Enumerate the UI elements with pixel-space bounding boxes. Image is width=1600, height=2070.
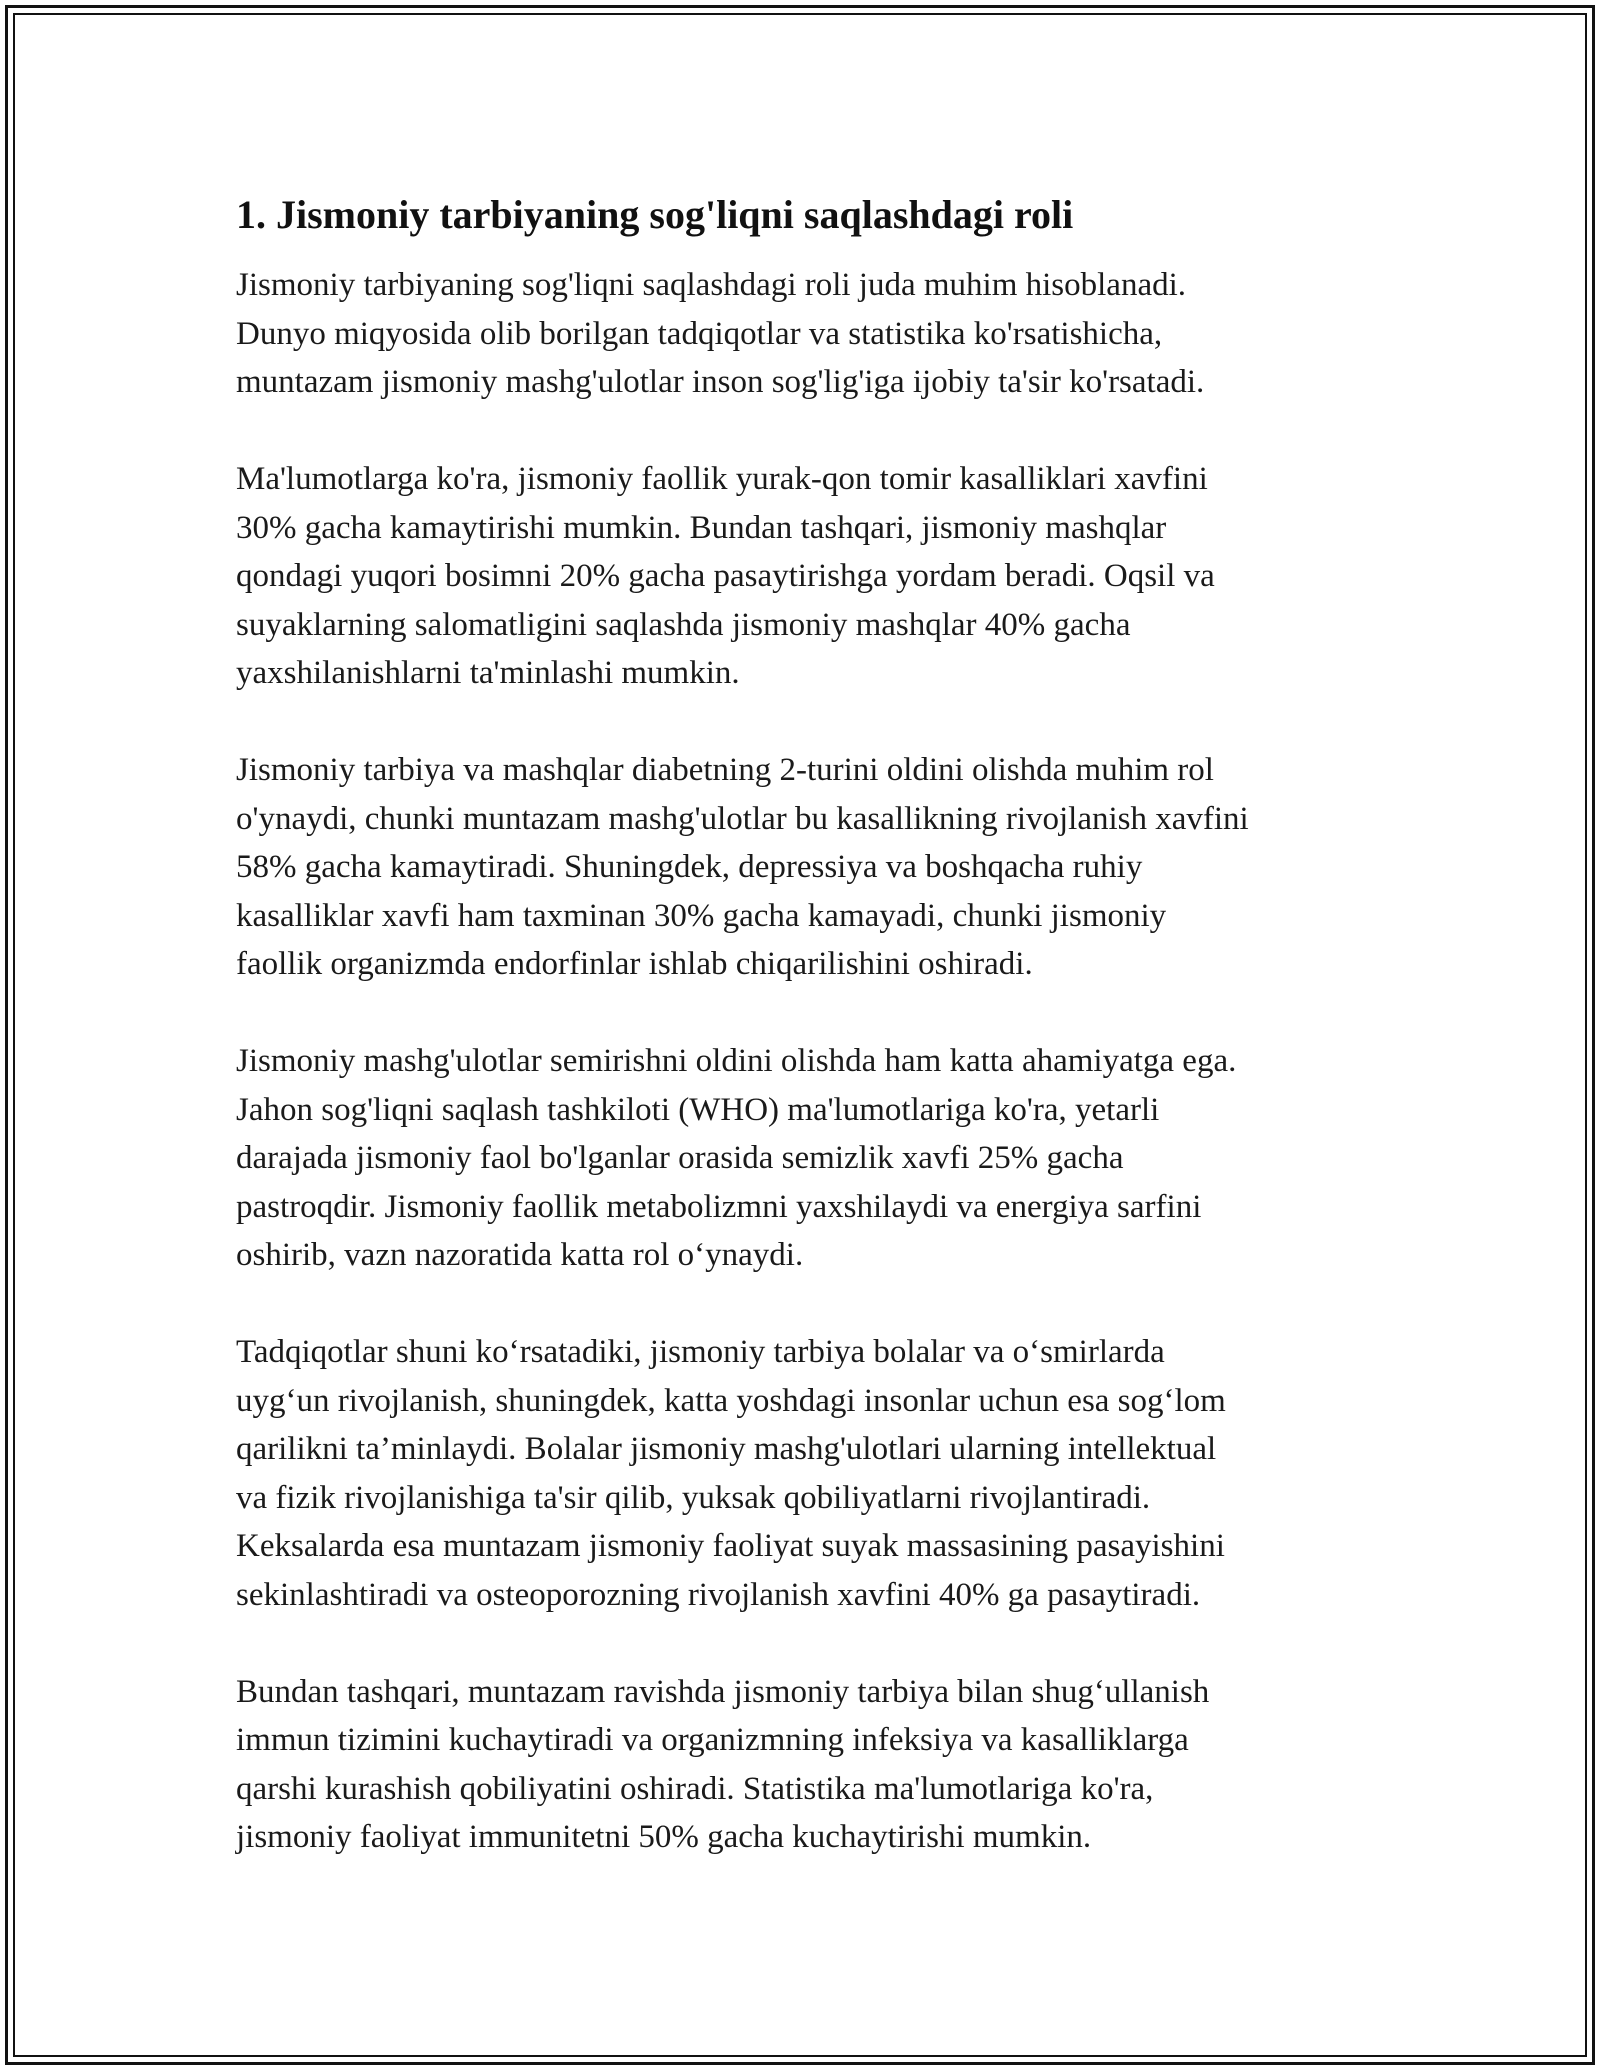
paragraph-line: 58% gacha kamaytiradi. Shuningdek, depressiya va boshqacha ruhiy: [236, 849, 1143, 885]
paragraph-line: Bundan tashqari, muntazam ravishda jismoniy tarbiya bilan shug‘ullanish: [236, 1673, 1210, 1710]
paragraph-6: [236, 1668, 1386, 1862]
paragraph-line: va fizik rivojlanishiga ta'sir qilib, yuksak qobiliyatlarni rivojlantiradi.: [236, 1479, 1151, 1516]
paragraph-line: Keksalarda esa muntazam jismoniy faoliyat suyak massasining pasayishini: [236, 1528, 1225, 1564]
paragraph-3: [236, 746, 1386, 989]
paragraph-line: Dunyo miqyosida olib borilgan tadqiqotlar va statistika ko'rsatishicha,: [236, 315, 1163, 352]
paragraph-line: sekinlashtiradi va osteoporozning rivojlanish xavfini 40% ga pasaytiradi.: [236, 1576, 1201, 1613]
paragraph-4: [236, 1037, 1386, 1280]
paragraph-2: [236, 455, 1386, 698]
paragraph-line: suyaklarning salomatligini saqlashda jismoniy mashqlar 40% gacha: [236, 606, 1131, 643]
document-body: [236, 186, 1386, 1862]
paragraph-line: qondagi yuqori bosimni 20% gacha pasaytirishga yordam beradi. Oqsil va: [236, 558, 1215, 594]
paragraph-line: yaxshilanishlarni ta'minlashi mumkin.: [236, 655, 740, 691]
section-heading: 1. Jismoniy tarbiyaning sog'liqni saqlashdagi roli: [236, 192, 1074, 237]
paragraph-line: pastroqdir. Jismoniy faollik metabolizmni yaxshilaydi va energiya sarfini: [236, 1188, 1202, 1225]
paragraph-line: qarilikni ta’minlaydi. Bolalar jismoniy mashg'ulotlari ularning intellektual: [236, 1431, 1217, 1467]
paragraph-line: kasalliklar xavfi ham taxminan 30% gacha kamayadi, chunki jismoniy: [236, 897, 1167, 934]
paragraph-line: muntazam jismoniy mashg'ulotlar inson sog'lig'iga ijobiy ta'sir ko'rsatadi.: [236, 364, 1205, 400]
paragraph-line: jismoniy faoliyat immunitetni 50% gacha kuchaytirishi mumkin.: [236, 1819, 1092, 1855]
paragraph-5: [236, 1328, 1386, 1619]
paragraph-line: o'ynaydi, chunki muntazam mashg'ulotlar bu kasallikning rivojlanish xavfini: [236, 800, 1249, 837]
paragraph-line: 30% gacha kamaytirishi mumkin. Bundan tashqari, jismoniy mashqlar: [236, 509, 1167, 546]
paragraph-line: uyg‘un rivojlanish, shuningdek, katta yoshdagi insonlar uchun esa sog‘lom: [236, 1382, 1226, 1419]
paragraph-line: faollik organizmda endorfinlar ishlab chiqarilishini oshiradi.: [236, 946, 1033, 982]
paragraph-line: Jismoniy tarbiya va mashqlar diabetning 2-turini oldini olishda muhim rol: [236, 752, 1214, 788]
paragraph-line: Tadqiqotlar shuni ko‘rsatadiki, jismoniy tarbiya bolalar va o‘smirlarda: [236, 1334, 1165, 1370]
paragraph-line: immun tizimini kuchaytiradi va organizmning infeksiya va kasalliklarga: [236, 1722, 1189, 1758]
paragraph-line: Jismoniy mashg'ulotlar semirishni oldini olishda ham katta ahamiyatga ega.: [236, 1043, 1237, 1079]
paragraph-1: [236, 261, 1386, 407]
paragraph-line: Jahon sog'liqni saqlash tashkiloti (WHO) ma'lumotlariga ko'ra, yetarli: [236, 1091, 1160, 1128]
paragraph-line: darajada jismoniy faol bo'lganlar orasida semizlik xavfi 25% gacha: [236, 1140, 1124, 1176]
paragraph-line: oshirib, vazn nazoratida katta rol o‘ynaydi.: [236, 1237, 804, 1273]
paragraph-line: qarshi kurashish qobiliyatini oshiradi. Statistika ma'lumotlariga ko'ra,: [236, 1770, 1154, 1807]
paragraph-line: Ma'lumotlarga ko'ra, jismoniy faollik yurak-qon tomir kasalliklari xavfini: [236, 461, 1208, 497]
paragraph-line: Jismoniy tarbiyaning sog'liqni saqlashdagi roli juda muhim hisoblanadi.: [236, 267, 1187, 303]
